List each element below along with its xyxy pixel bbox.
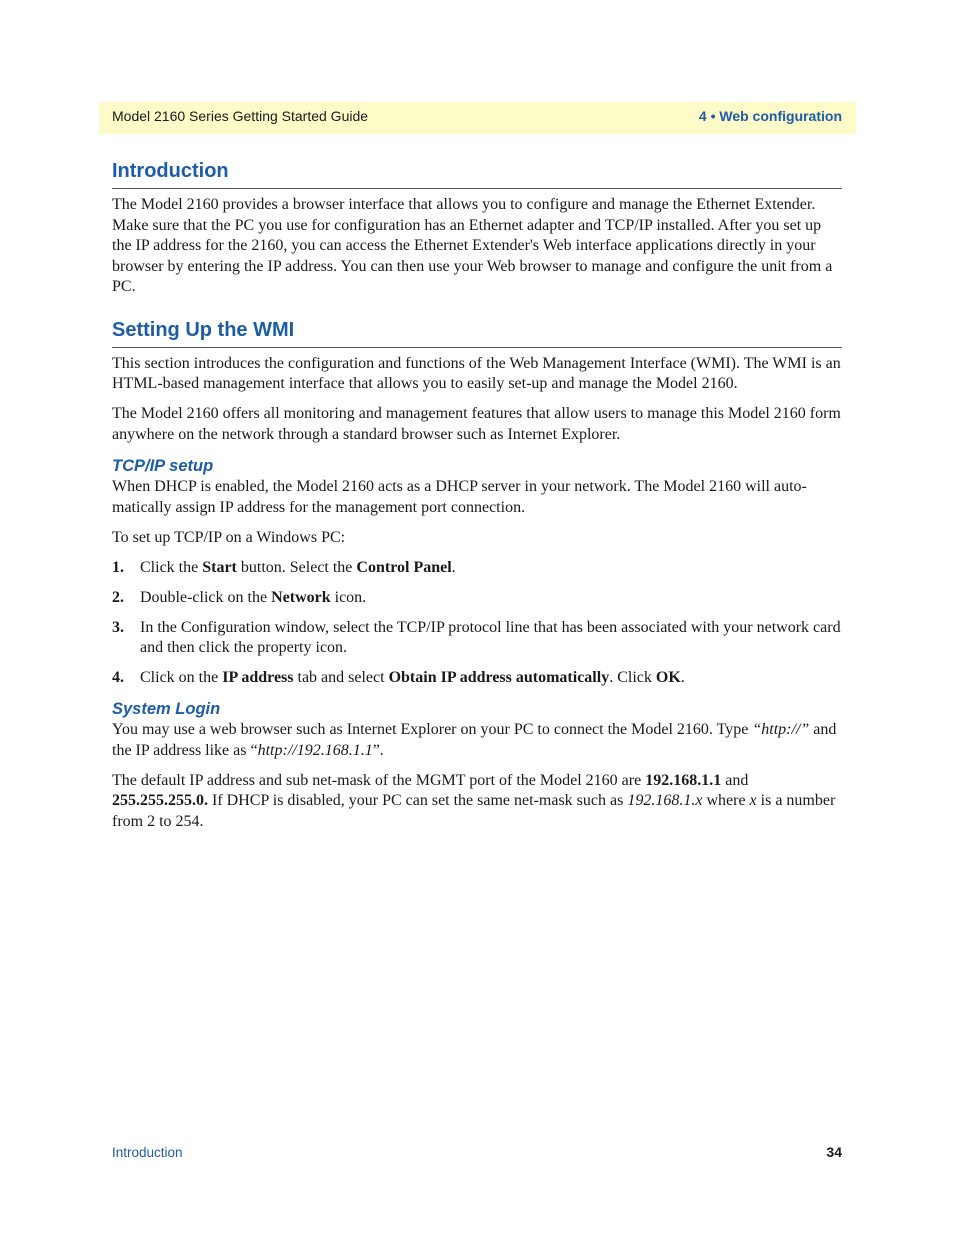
introduction-heading: Introduction [112,158,842,189]
step-number: 1. [112,558,124,576]
text-run: The default IP address and sub net-mask of the MGMT port of the Model 2160 are [112,771,646,789]
tcpip-paragraph-2: To set up TCP/IP on a Windows PC: [112,528,346,546]
network-icon-label: Network [271,588,331,606]
text-run: where [702,792,750,809]
tcpip-steps-list [112,558,842,689]
step-2 [112,588,842,609]
page-content [112,158,842,832]
obtain-ip-option-label: Obtain IP address automatically [388,669,610,686]
text-run: ”. [372,741,384,759]
control-panel-label: Control Panel [356,558,452,576]
text-run: and [721,771,749,789]
step-text: Click on the [140,669,223,686]
text-run: You may use a web browser such as Internet Explorer on your PC to connect the Model 2160. Type [112,721,753,738]
step-text: Click the [140,558,203,576]
step-text: button. Select the [236,558,357,576]
start-button-label: Start [202,558,237,576]
step-1 [112,558,842,579]
step-number: 3. [112,618,124,636]
variable-x: x [749,792,757,809]
ip-address-tab-label: IP address [222,669,294,686]
tcpip-paragraph-1: When DHCP is enabled, the Model 2160 acts as a DHCP server in your network. The Model 2160 will auto-matically assign IP address for the management port connection. [112,478,807,516]
running-header [99,102,856,134]
text-run: If DHCP is disabled, your PC can set the same net-mask such as [208,792,628,809]
wmi-paragraph-2: The Model 2160 offers all monitoring and management features that allow users to manage this Model 2160 form anywhere on the network through a standard browser such as Internet Explorer. [112,405,841,443]
footer-section: Introduction [112,1145,183,1160]
step-3 [112,618,842,659]
login-paragraph-2 [112,771,842,833]
step-text: Double-click on the [140,588,272,606]
introduction-body: The Model 2160 provides a browser interface that allows you to configure and manage the Ethernet Extender. Make sure that the PC you use for configuration has an Ethernet adapter and TCP/IP installed. After you set up the IP address for the 2160, you can access the Ethernet Extender's Web interface applications directly in your browser by entering the IP address. You can then use your Web browser to manage and configure the unit from a PC. [112,196,833,295]
step-4 [112,668,842,689]
tcpip-setup-heading: TCP/IP setup [112,457,214,475]
step-text: . Click [609,669,656,686]
step-text: . [451,558,456,576]
default-ip: 192.168.1.1 [645,771,722,789]
login-paragraph-1 [112,720,842,761]
example-subnet: 192.168.1.x [627,792,703,809]
step-text: icon. [330,588,367,606]
step-number: 4. [112,669,124,686]
page-number: 34 [826,1144,842,1160]
step-text: tab and select [293,669,389,686]
text-run: is a number from 2 to 254. [112,792,836,830]
step-number: 2. [112,588,124,606]
text-run: and the IP address like as “ [112,721,837,759]
wmi-paragraph-1: This section introduces the configuration and functions of the Web Management Interface (WMI). The WMI is an HTML-based management interface that allows you to easily set-up and manage the Model 2160. [112,354,841,392]
guide-title: Model 2160 Series Getting Started Guide [112,108,369,124]
example-url: http://192.168.1.1 [257,741,373,759]
http-prefix: “http://” [752,721,810,738]
chapter-title: 4 • Web configuration [698,108,842,124]
step-text: . [680,669,685,686]
system-login-heading: System Login [112,700,221,718]
ok-button-label: OK [655,669,681,686]
setting-up-wmi-heading: Setting Up the WMI [112,317,842,348]
default-netmask: 255.255.255.0. [112,792,208,809]
step-text: In the Configuration window, select the TCP/IP protocol line that has been associated with your network card and then click the property icon. [140,618,841,656]
